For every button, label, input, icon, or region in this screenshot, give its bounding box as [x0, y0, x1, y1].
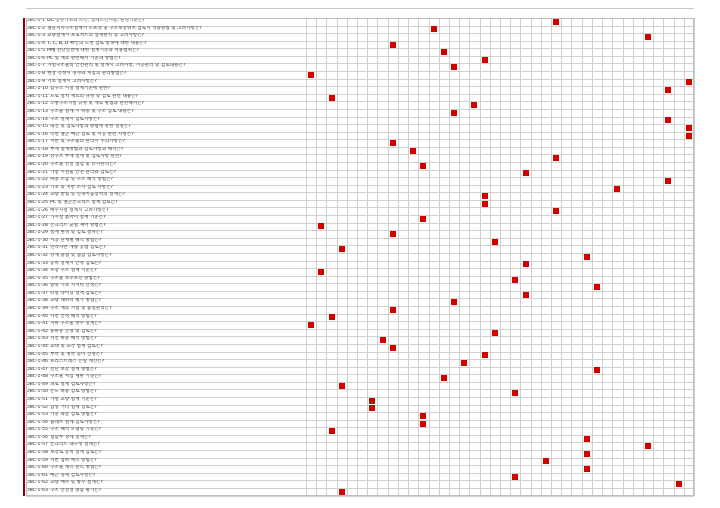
- row-label: [26, 367, 306, 375]
- row-question: PC 및 재료 관련해서 기준과 방법은?: [47, 55, 121, 61]
- row-question: 터널 라이닝 설계 검토는?: [49, 290, 102, 296]
- row-question: 교량 받침 및 신축이음장치의 설계는?: [49, 192, 125, 198]
- row-label: [26, 261, 306, 269]
- row-code: OBC-1-38: [26, 298, 48, 304]
- row-question: 접합부 상세 설계는?: [49, 434, 91, 440]
- row-code: OBC-1-46: [26, 359, 48, 365]
- row-question: 설계 변경 및 검토 절차는?: [49, 230, 103, 236]
- row-code: OBC-1-9: [26, 78, 46, 84]
- grid-column-line: [377, 18, 378, 496]
- row-label: [26, 154, 306, 162]
- row-question: 강구조 부재 설계 및 검토사항 관련?: [49, 154, 122, 160]
- grid-column-line: [663, 18, 664, 496]
- row-code: OBC-1-30: [26, 237, 48, 243]
- row-label: [26, 215, 306, 223]
- row-label: [26, 427, 306, 435]
- marked-cell: [441, 375, 447, 381]
- marked-cell: [308, 72, 314, 78]
- grid-column-line: [408, 18, 409, 496]
- row-question: 콘크리트 내구성 설계는?: [49, 442, 100, 448]
- row-label: [26, 442, 306, 450]
- row-code: OBC-1-62: [26, 480, 48, 486]
- row-code: OBC-1-53: [26, 412, 48, 418]
- row-code: OBC-1-34: [26, 268, 48, 274]
- grid-column-line: [694, 18, 695, 496]
- row-code: OBC-1-56: [26, 434, 48, 440]
- marked-cell: [512, 390, 518, 396]
- row-question: 구조 안전성 종합 평가는?: [49, 487, 102, 493]
- row-code: OBC-1-59: [26, 457, 48, 463]
- row-label: [26, 245, 306, 253]
- marked-cell: [390, 345, 396, 351]
- marked-cell: [523, 261, 529, 267]
- row-label: [26, 79, 306, 87]
- marked-cell: [390, 140, 396, 146]
- grid-column-line: [643, 18, 644, 496]
- row-label: [26, 329, 306, 337]
- row-code: OBC-1-1: [26, 18, 46, 23]
- row-label: [26, 336, 306, 344]
- row-code: OBC-1-37: [26, 290, 48, 296]
- marked-cell: [665, 87, 671, 93]
- row-question: 온도 하중 검토 방법은?: [49, 389, 97, 395]
- row-question: 측면 철근 배근 검토 및 시공 관련 사항은?: [49, 131, 134, 137]
- row-code: OBC-1-24: [26, 192, 48, 198]
- row-label: [26, 291, 306, 299]
- row-code: OBC-1-58: [26, 450, 48, 456]
- row-label: [26, 352, 306, 360]
- marked-cell: [553, 155, 559, 161]
- row-code: OBC-1-17: [26, 139, 48, 145]
- row-question: DC 장단기초의 조건, 설계조건시방, 판단기준은?: [47, 18, 145, 23]
- row-label: [26, 344, 306, 352]
- marked-cell: [420, 413, 426, 419]
- row-label: [26, 306, 306, 314]
- marked-cell: [380, 337, 386, 343]
- grid-column-line: [326, 18, 327, 496]
- row-label: [26, 101, 306, 109]
- row-code: OBC-1-13: [26, 108, 48, 114]
- row-code: OBC-1-45: [26, 351, 48, 357]
- row-code: OBC-1-60: [26, 465, 48, 471]
- row-question: 시공 단계별 해석 방법은?: [49, 237, 102, 243]
- row-code: OBC-1-52: [26, 404, 48, 410]
- row-question: 사면 안정 해석 방법은?: [49, 313, 97, 319]
- row-code: OBC-1-55: [26, 427, 48, 433]
- mark-grid: [306, 18, 694, 496]
- row-code: OBC-1-16: [26, 131, 48, 137]
- marked-cell: [420, 421, 426, 427]
- marked-cell: [451, 299, 457, 305]
- row-label: [26, 94, 306, 102]
- grid-column-line: [316, 18, 317, 496]
- row-question: 말뚝 기초 지지력 산정은?: [49, 283, 102, 289]
- row-label: [26, 473, 306, 481]
- row-question: 지반 침하 예측 방법은?: [49, 457, 97, 463]
- row-label: [26, 374, 306, 382]
- row-label: [26, 147, 306, 155]
- row-code: OBC-1-7: [26, 63, 46, 69]
- row-question: 지진 하중 해석 방법은?: [49, 336, 97, 342]
- row-question: 가설 교량 설계 기준은?: [49, 397, 97, 402]
- grid-column-line: [633, 18, 634, 496]
- row-label: [26, 382, 306, 390]
- marked-cell: [390, 231, 396, 237]
- row-code: OBC-1-19: [26, 154, 48, 160]
- row-question: 구조물 처짐 제한 기준은?: [49, 374, 102, 380]
- marked-cell: [482, 57, 488, 63]
- row-label: [26, 397, 306, 405]
- marked-cell: [614, 186, 620, 192]
- row-question: 현장 측정시 경사와 처짐의 관리방법은?: [47, 71, 127, 77]
- row-question: 하중 조합 및 구조 해석 방법은?: [49, 177, 113, 183]
- row-question: 구조물 안전 점검 및 유지관리는?: [49, 162, 116, 168]
- row-label: [26, 321, 306, 329]
- grid-column-line: [674, 18, 675, 496]
- row-code: OBC-1-43: [26, 336, 48, 342]
- row-code: OBC-1-32: [26, 252, 48, 258]
- row-code: OBC-1-41: [26, 321, 48, 327]
- row-label: [26, 26, 306, 34]
- row-code: OBC-1-23: [26, 184, 48, 190]
- row-label: [26, 48, 306, 56]
- row-label: [26, 185, 306, 193]
- row-label: [26, 200, 306, 208]
- marked-cell: [492, 330, 498, 336]
- marked-cell: [420, 216, 426, 222]
- marked-cell: [594, 367, 600, 373]
- row-label: [26, 314, 306, 322]
- grid-column-line: [398, 18, 399, 496]
- marked-cell: [686, 133, 692, 139]
- grid-column-line: [480, 18, 481, 496]
- marked-cell: [686, 125, 692, 131]
- row-label: [26, 230, 306, 238]
- row-question: 구조 설계시 검토사항은?: [49, 116, 100, 122]
- row-question: 부착 및 정착 길이 산정은?: [49, 351, 103, 357]
- grid-column-line: [449, 18, 450, 496]
- marked-cell: [512, 277, 518, 283]
- marked-cell: [318, 269, 324, 275]
- marked-cell: [665, 178, 671, 184]
- row-label: [26, 238, 306, 246]
- row-code: OBC-1-48: [26, 374, 48, 380]
- marked-cell: [594, 284, 600, 290]
- row-code: OBC-1-49: [26, 381, 48, 387]
- row-question: 기둥 좌굴 검토 방법은?: [49, 412, 97, 418]
- row-label: [26, 223, 306, 231]
- row-question: 풍하중 산정 및 검토는?: [49, 328, 97, 334]
- row-question: 포장 구조 설계 기준은?: [49, 268, 97, 274]
- grid-column-line: [541, 18, 542, 496]
- grid-column-line: [582, 18, 583, 496]
- grid-column-line: [510, 18, 511, 496]
- grid-column-line: [337, 18, 338, 496]
- row-question: 부재 설계방법과 검토사항과 해석은?: [49, 146, 124, 152]
- row-code: OBC-1-40: [26, 313, 48, 319]
- marked-cell: [308, 322, 314, 328]
- row-label: [26, 71, 306, 79]
- marked-cell: [461, 360, 467, 366]
- row-label: [26, 389, 306, 397]
- grid-column-line: [612, 18, 613, 496]
- marked-cell: [645, 443, 651, 449]
- row-code: OBC-1-15: [26, 124, 48, 130]
- row-question: 갑구조 시설 설계기준에 관한?: [49, 86, 111, 92]
- grid-column-line: [459, 18, 460, 496]
- row-question: 소방구조시설 규정 및 재료 방법과 관련해서는?: [49, 101, 145, 107]
- row-question: 교량 내하력 평가 방법은?: [49, 298, 102, 304]
- marked-cell: [523, 170, 529, 176]
- row-question: 보강토 옹벽 설계 검토는?: [49, 450, 102, 456]
- row-code: OBC-1-31: [26, 245, 48, 251]
- row-code: OBC-1-54: [26, 419, 48, 425]
- row-question: 강재 용접 및 접합 검토사항은?: [49, 252, 112, 258]
- marked-cell: [543, 458, 549, 464]
- grid-column-line: [347, 18, 348, 496]
- row-code: OBC-1-12: [26, 101, 48, 107]
- row-question: 옹벽 설계시 안정 검토는?: [49, 260, 102, 266]
- marked-cell: [339, 383, 345, 389]
- row-question: PMJ 전단연결에 대한 설계기준과 적용범위는?: [47, 48, 139, 54]
- row-label: [26, 480, 306, 488]
- row-code: OBC-1-21: [26, 169, 48, 175]
- row-label: [26, 465, 306, 473]
- marked-cell: [339, 489, 345, 495]
- row-question: 슬래브 설계 검토사항은?: [49, 419, 100, 425]
- row-label: [26, 139, 306, 147]
- row-label: [26, 63, 306, 71]
- row-label: [26, 268, 306, 276]
- marked-cell: [329, 95, 335, 101]
- grid-column-line: [551, 18, 552, 496]
- row-label: [26, 192, 306, 200]
- row-label: [26, 283, 306, 291]
- row-code: OBC-1-28: [26, 222, 48, 228]
- row-question: 내진 및 검토사항과 방법에 관한 설명은?: [49, 124, 131, 130]
- grid-column-line: [684, 18, 685, 496]
- row-label: [26, 18, 306, 26]
- row-question: 프리스트레스 손실 계산은?: [49, 359, 105, 365]
- row-label: [26, 420, 306, 428]
- grid-column-line: [531, 18, 532, 496]
- marked-cell: [523, 292, 529, 298]
- marked-cell: [482, 193, 488, 199]
- row-label: [26, 170, 306, 178]
- row-code: OBC-1-5: [26, 48, 46, 54]
- row-label: [26, 253, 306, 261]
- marked-cell: [676, 481, 682, 487]
- grid-column-line: [490, 18, 491, 496]
- row-question: PC 및 철근콘크리트 설계 검토는?: [49, 199, 118, 205]
- row-question: 구조물 계측 관리 방법은?: [49, 465, 102, 471]
- row-question: 전단 보강 설계 방법은?: [49, 366, 97, 372]
- marked-cell: [318, 223, 324, 229]
- row-question: 배근 상세 검토사항은?: [49, 472, 96, 478]
- row-question: 피로 설계 검토사항은?: [49, 381, 96, 387]
- row-label: [26, 117, 306, 125]
- row-code: OBC-1-25: [26, 199, 48, 205]
- row-code: OBC-1-36: [26, 283, 48, 289]
- row-question: 교량설계시 프로젝트의 설계원칙 및 고려사항은?: [47, 33, 145, 39]
- row-code: OBC-1-3: [26, 33, 46, 39]
- row-question: 교대 및 교각 설계 검토는?: [49, 343, 103, 349]
- row-question: 가설 시설물 안전 관리와 검토는?: [49, 169, 116, 175]
- marked-cell: [369, 405, 375, 411]
- marked-cell: [451, 110, 457, 116]
- marked-cell: [686, 79, 692, 85]
- marked-cell: [420, 163, 426, 169]
- grid-column-line: [469, 18, 470, 496]
- row-question: 구조물 설계 시 하중 및 구조 검토 내용은?: [49, 108, 134, 114]
- row-code: OBC-1-10: [26, 86, 48, 92]
- row-label: [26, 458, 306, 466]
- row-label: [26, 132, 306, 140]
- row-code: OBC-1-61: [26, 472, 48, 478]
- row-code: OBC-1-29: [26, 230, 48, 236]
- row-code: OBC-1-35: [26, 275, 48, 281]
- row-question: 지하 구조물 방수 설계는?: [49, 321, 102, 327]
- grid-column-line: [520, 18, 521, 496]
- row-question: 가설구조물의 안전관리 및 설계시 고려사항, 시공관리 및 검토내용은?: [47, 63, 186, 69]
- row-question: 합성 거더 설계 검토는?: [49, 404, 97, 410]
- row-label: [26, 41, 306, 49]
- row-code: OBC-1-39: [26, 306, 48, 312]
- marked-cell: [665, 117, 671, 123]
- grid-column-line: [367, 18, 368, 496]
- row-code: OBC-1-26: [26, 207, 48, 213]
- row-code: OBC-1-6: [26, 55, 46, 61]
- row-code: OBC-1-22: [26, 177, 48, 183]
- marked-cell: [471, 102, 477, 108]
- row-label: [26, 359, 306, 367]
- row-label: [26, 33, 306, 41]
- row-code: OBC-1-18: [26, 146, 48, 152]
- row-code: OBC-1-14: [26, 116, 48, 122]
- row-question: 구조 해석 모델링 기준은?: [49, 427, 102, 433]
- row-label: [26, 405, 306, 413]
- marked-cell: [482, 201, 488, 207]
- grid-column-line: [623, 18, 624, 496]
- row-code: OBC-1-44: [26, 343, 48, 349]
- row-code: OBC-1-57: [26, 442, 48, 448]
- marked-cell: [369, 398, 375, 404]
- marked-cell: [584, 254, 590, 260]
- row-label: [26, 56, 306, 64]
- row-label: [26, 450, 306, 458]
- grid-column-line: [357, 18, 358, 496]
- marked-cell: [451, 64, 457, 70]
- grid-column-line: [571, 18, 572, 496]
- row-question: 도로 설치 재료의 규정 및 검토 관련 내용은?: [49, 93, 139, 99]
- row-question: 연약지반 개량 공법 검토는?: [49, 245, 106, 251]
- marked-cell: [584, 436, 590, 442]
- row-question: 철골지지구조설계시 오프셋 및 구조보강위치 검토시 적용방법 및 고려사항은?: [47, 25, 202, 31]
- row-label: [26, 298, 306, 306]
- grid-column-line: [561, 18, 562, 496]
- row-label: [26, 412, 306, 420]
- marked-cell: [512, 474, 518, 480]
- left-accent-bar: [23, 18, 25, 496]
- grid-column-line: [439, 18, 440, 496]
- row-code: OBC-1-11: [26, 93, 48, 99]
- grid-column-line: [306, 18, 307, 496]
- marked-cell: [492, 239, 498, 245]
- marked-cell: [553, 208, 559, 214]
- row-code: OBC-1-2: [26, 25, 46, 31]
- row-code: OBC-1-51: [26, 397, 48, 402]
- marked-cell: [410, 148, 416, 154]
- grid-column-line: [500, 18, 501, 496]
- row-label: [26, 435, 306, 443]
- marked-cell: [339, 246, 345, 252]
- row-question: 가시설 흙막이 설계 기준은?: [49, 215, 106, 221]
- row-code: OBC-1-42: [26, 328, 48, 334]
- row-question: 구조물 보수보강 방법은?: [49, 275, 100, 281]
- grid-column-line: [592, 18, 593, 496]
- grid-column-line: [602, 18, 603, 496]
- marked-cell: [553, 19, 559, 25]
- row-question: 구조 재료 시험 및 품질관리는?: [49, 306, 112, 312]
- marked-cell: [431, 26, 437, 32]
- row-label: [26, 86, 306, 94]
- row-question: 배수시설 설계시 고려사항은?: [49, 207, 109, 213]
- row-code: OBC-1-50: [26, 389, 48, 395]
- row-question: 기초 설계시 고려사항은?: [47, 78, 97, 84]
- marked-cell: [390, 42, 396, 48]
- row-label: [26, 488, 306, 496]
- grid-column-line: [653, 18, 654, 496]
- marked-cell: [584, 451, 590, 457]
- row-code: OBC-1-63: [26, 487, 48, 493]
- row-code: OBC-1-33: [26, 260, 48, 266]
- row-code: OBC-1-47: [26, 366, 48, 372]
- row-label: [26, 162, 306, 170]
- row-label: [26, 276, 306, 284]
- grid-column-line: [418, 18, 419, 496]
- marked-cell: [482, 352, 488, 358]
- marked-cell: [329, 428, 335, 434]
- marked-cell: [441, 49, 447, 55]
- row-label: [26, 208, 306, 216]
- row-question: 지반 및 구조물의 관리시 주의사항은?: [49, 139, 125, 145]
- row-question: T, C, B, D 확인의 도면 검토 항목에 대한 내용은?: [47, 40, 147, 46]
- row-label: [26, 124, 306, 132]
- marked-cell: [584, 466, 590, 472]
- marked-cell: [329, 314, 335, 320]
- row-code: OBC-1-8: [26, 71, 46, 77]
- row-code: OBC-1-20: [26, 162, 48, 168]
- marked-cell: [390, 307, 396, 313]
- row-label: [26, 177, 306, 185]
- row-question: 콘크리트 균열 제어 방법은?: [49, 222, 106, 228]
- row-question: 기초 및 지반 조사 검토 사항은?: [49, 184, 113, 190]
- row-question: 교량 배수 및 방수 설계는?: [49, 480, 103, 486]
- row-code: OBC-1-4: [26, 40, 46, 46]
- grid-column-line: [429, 18, 430, 496]
- row-code: OBC-1-27: [26, 215, 48, 221]
- grid-column-line: [388, 18, 389, 496]
- marked-cell: [645, 34, 651, 40]
- row-label: [26, 109, 306, 117]
